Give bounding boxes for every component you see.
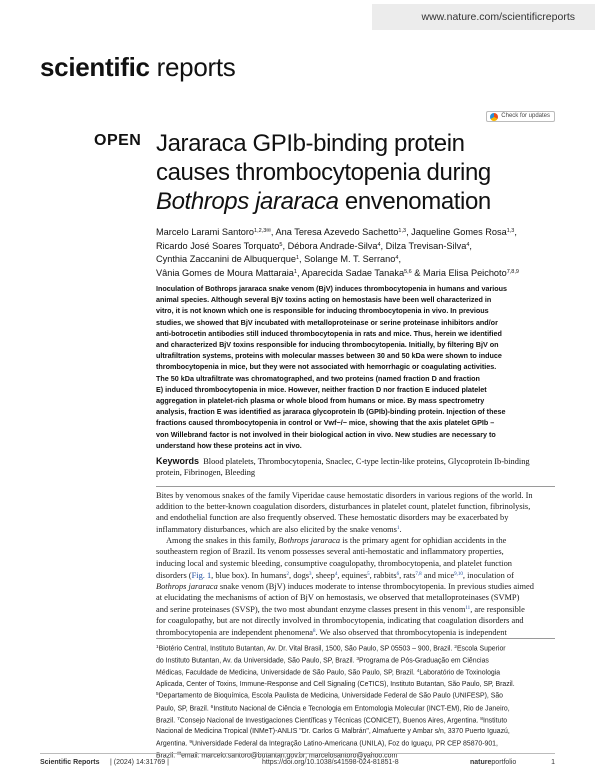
body-line [156, 501, 556, 512]
author-line [156, 266, 566, 280]
affiliation-text: Paulo, SP, Brazil. [156, 705, 211, 713]
abstract [156, 283, 556, 451]
body-text-run: inducing local and systemic bleeding, consumptive coagulopathy, thrombocytopenia, and platelet function [156, 558, 512, 568]
body-text-run: and mice [421, 570, 455, 580]
author-name: Ricardo José Soares Torquato [156, 240, 280, 251]
citation-ref[interactable]: 9,10 [454, 571, 463, 577]
affiliations-divider [156, 638, 555, 639]
abstract-line: analysis, fraction E was identified as jararaca glycoprotein Ib (GPIb)-binding protein. Injection of these [156, 407, 506, 417]
abstract-line: The 50 kDa ultrafiltrate was chromatographed, and two proteins (named fraction D and fraction [156, 373, 480, 383]
body-text-run: . We also observed that thrombocytopenia is independent [315, 628, 507, 638]
title-line [156, 158, 556, 187]
affiliation-line [156, 738, 556, 750]
open-access-label: OPEN [94, 132, 142, 149]
body-line [156, 592, 556, 603]
affiliation-text: Brazil. [156, 717, 178, 725]
title-text: envenomation [338, 188, 491, 215]
affiliation-marker: 3 [356, 657, 360, 663]
affiliation-text: Aplicada, Center of Toxins, Immune-Response and Cell Signaling (CeTICS), Instituto Butantan, São Paulo, SP, Brazil. [156, 680, 515, 688]
author-affiliation-marker: 1,3 [506, 228, 515, 234]
body-text-run: , rabbits [369, 570, 397, 580]
page-number: 1 [551, 759, 555, 766]
author-name: , [469, 240, 472, 251]
check-for-updates-button[interactable] [486, 111, 555, 122]
journal-url-link[interactable]: www.nature.com/scientificreports [421, 11, 575, 23]
affiliation-marker: 6 [210, 704, 214, 710]
body-line [156, 581, 556, 592]
body-line [156, 603, 556, 615]
affiliation-text: email: marcelo.santoro@butantan.gov.br; marcelosantoro@yahoo.com [181, 752, 398, 760]
affiliation-text: Nacional de Medicina Tropical (INMeT)-ANLIS "Dr. Carlos G Malbrán", Almafuerte y Ambar s/n, 3370 Puerto Iguazú, [156, 727, 510, 735]
keywords-text: protein, Fibrinogen, Bleeding [156, 468, 256, 478]
body-text-run: and endothelial function are also frequently observed. These hemostatic disorders may be exacerbated by [156, 513, 509, 523]
affiliation-marker: 2 [454, 645, 457, 650]
author-affiliation-marker: 7,8,9 [506, 268, 519, 275]
author-name: Cynthia Zaccanini de Albuquerque [156, 254, 296, 264]
affiliation-text: Instituto [482, 717, 508, 725]
keywords-line [156, 456, 556, 467]
body-text-run: , sheep [311, 570, 335, 580]
citation-ref[interactable]: 8 [312, 629, 316, 635]
author-affiliation-marker: 1 [293, 268, 297, 275]
affiliation-line [156, 727, 556, 738]
body-line [156, 615, 556, 626]
abstract-line: E) induced thrombocytopenia in mice. However, neither fraction D nor fraction E induced platelet [156, 384, 487, 394]
body-line [156, 535, 556, 546]
author-list [156, 225, 566, 279]
author-line [156, 225, 566, 239]
affiliation-text: Departamento de Bioquímica, Escola Paulista de Medicina, Universidade Federal de São Paulo (UNIFESP), São [158, 692, 503, 700]
body-text-run: disorders ( [156, 570, 192, 580]
affiliation-line [156, 690, 556, 702]
affiliation-line [156, 703, 556, 715]
affiliation-line [156, 643, 556, 655]
abstract-line: vitro, it is not known which one is responsible for inducing thrombocytopenia in vivo. In previous [156, 306, 489, 316]
citation-ref[interactable]: 5 [367, 571, 370, 577]
citation-ref[interactable]: 1 [396, 526, 400, 532]
top-bar [0, 0, 595, 38]
affiliation-marker: 5 [156, 692, 159, 698]
body-text-run: inflammatory disturbances, which are also elicited by the snake venoms [156, 525, 397, 535]
body-text-run: , dogs [289, 570, 310, 580]
title-species: Bothrops jararaca [156, 188, 339, 215]
keywords-divider [156, 486, 555, 487]
abstract-line: understand how these proteins act in vivo. [156, 440, 302, 450]
body-text-run: thrombocytopenia are independent phenomena [156, 628, 313, 638]
abstract-line: thrombocytopenia in mice, but they were not associated with hemorrhagic or coagulating activities. [156, 362, 497, 372]
affiliation-marker: 1 [156, 645, 159, 650]
portfolio-bold: nature [470, 759, 492, 766]
body-text-run: snake venom (BjV) induces moderate to intense thrombocytopenia. In previous studies aimed [217, 581, 534, 591]
body-text-run: Among the snakes in this family, [166, 536, 279, 546]
footer-divider [40, 753, 555, 754]
author-name: , Jaqueline Gomes Rosa [406, 227, 507, 237]
abstract-line: Inoculation of Bothrops jararaca snake venom (BjV) induces thrombocytopenia in humans and various [156, 284, 508, 293]
abstract-line: fractions caused thrombocytopenia in control or Vwf−/− mice, showing that the axis platelet GPIb – [156, 418, 495, 428]
affiliation-text: Brazil. [156, 752, 178, 760]
body-text-run: at elucidating the mechanisms of action of BjV on hemostasis, we observed that metalloproteinases (SVMP) [156, 592, 520, 602]
affiliation-text: Programa de Pós-Graduação em Ciências [359, 657, 489, 665]
title-text: causes thrombocytopenia during [156, 159, 491, 186]
body-text-run: . [399, 525, 402, 535]
journal-logo-bold: scientific [40, 52, 150, 82]
author-affiliation-marker: 4 [466, 241, 470, 248]
body-line [156, 558, 556, 569]
species-name: Bothrops jararaca [156, 581, 218, 591]
title-text: Jararaca GPIb-binding protein [156, 130, 465, 157]
author-name: , [398, 254, 401, 264]
body-text-run: , are responsible [470, 604, 525, 614]
body-text-run: Bites by venomous snakes of the family Viperidae cause hemostatic disorders in various regions of the world. In [156, 491, 533, 500]
affiliation-text: Biotério Central, Instituto Butantan, Av. Dr. Vital Brasil, 1500, São Paulo, SP 05503 – 900, Brazil. [158, 645, 455, 653]
body-line [156, 569, 556, 581]
abstract-line: and characterized BjV toxins responsible for inducing thrombocytopenia. Initially, by filtering BjV on [156, 340, 499, 350]
check-for-updates-label: Check for updates [501, 113, 550, 119]
footer-journal-name: Scientific Reports [40, 759, 100, 766]
abstract-line: ultrafiltration systems, proteins with molecular masses between 30 and 50 kDa were shown to induce [156, 351, 502, 361]
abstract-line: anti-botrocetin antibodies still induced thrombocytopenia in rats and mice. Thus, herein we identified [156, 328, 502, 338]
author-affiliation-marker: 5 [279, 241, 283, 248]
portfolio-light: portfolio [491, 759, 517, 766]
citation-ref[interactable]: 7,8 [415, 571, 422, 577]
abstract-line: studies, we showed that BjV incubated with metalloproteinase or serine proteinase inhibitors and/or [156, 317, 498, 327]
citation-ref[interactable]: 2 [286, 571, 290, 577]
abstract-line: von Willebrand factor is not involved in their biological action in vivo. New studies are necessary to [156, 429, 496, 439]
author-line [156, 239, 566, 253]
author-line [156, 252, 566, 266]
body-text-run: for coagulopathy, but are not directly involved in thrombocytopenia, indicating that coagulation disorders and [156, 616, 524, 626]
footer-volume: | (2024) 14:31769 | [110, 759, 169, 766]
body-text-run: and serine proteinases (SVSP), the two most abundant enzyme classes present in this venom [156, 604, 466, 614]
affiliation-text: Laboratório de Toxinologia [419, 669, 501, 677]
page-footer [40, 759, 555, 773]
body-text [156, 490, 556, 638]
body-text-run: southeastern region of Brazil. Its venom possesses several anti-hemostatic and inflammatory properties, [156, 547, 504, 557]
affiliation-text: do Instituto Butantan, Av. da Universidade, São Paulo, SP, Brazil. [156, 657, 357, 665]
affiliation-text: Universidade Federal da Integração Latino-Americana (UNILA), Foz do Iguaçu, PR CEP 85870-901, [192, 740, 498, 748]
affiliation-text: Médicas, Faculdade de Medicina, Universidade de São Paulo, São Paulo, SP, Brazil. [156, 669, 417, 677]
article-title [156, 129, 556, 216]
affiliation-text: Instituto Nacional de Ciência e Tecnologia em Entomologia Molecular (INCT-EM), Rio de Janeiro, [213, 705, 510, 713]
body-text-run: addition to the better-known coagulation disorders, disturbances in platelet count, platelet function, fibrinolysis, [156, 502, 531, 512]
author-name: , Ana Teresa Azevedo Sachetto [270, 227, 399, 237]
body-text-run: , equines [337, 570, 368, 580]
affiliation-text: Consejo Nacional de Investigaciones Científicas y Técnicas (CONICET), Buenos Aires, Argentina. [179, 717, 481, 725]
body-text-run: , rats [399, 570, 416, 580]
affiliation-marker: 7 [177, 716, 180, 722]
affiliation-text: Argentina. [156, 740, 190, 748]
nature-portfolio-logo [470, 759, 516, 766]
affiliation-marker: ✉ [177, 751, 182, 757]
body-line [156, 490, 556, 501]
footer-doi-link[interactable]: https://doi.org/10.1038/s41598-024-81851-8 [262, 759, 399, 766]
author-affiliation-marker: 4 [395, 255, 399, 261]
body-text-run: , blue box). In humans [211, 570, 287, 580]
title-line [156, 129, 556, 158]
affiliation-marker: 4 [416, 669, 420, 675]
keywords-text: Blood platelets, Thrombocytopenia, Snaclec, C-type lectin-like proteins, Glycoprotein Ib-binding [203, 457, 530, 466]
citation-ref[interactable]: 11 [465, 605, 471, 611]
abstract-line: aggregation in platelet-rich plasma or whole blood from humans or mice. By mass spectrometry [156, 396, 485, 406]
body-line [156, 546, 556, 557]
journal-logo[interactable] [40, 52, 235, 83]
author-name: & Maria Elisa Peichoto [411, 267, 507, 278]
author-name: Vânia Gomes de Moura Mattaraia [156, 267, 294, 278]
affiliation-text: Escola Superior [456, 645, 506, 653]
citation-ref[interactable]: 4 [334, 571, 338, 577]
affiliation-marker: 9 [189, 739, 192, 745]
figure-ref-link[interactable]: Fig. 1 [191, 570, 212, 580]
affiliation-line [156, 667, 556, 679]
abstract-line: animal species. Although several BjV toxins acting on hemostasis have been well characterized in [156, 295, 492, 305]
author-affiliation-marker: 1,3 [398, 228, 407, 234]
author-affiliation-marker: 4 [377, 241, 381, 248]
keywords-line [156, 467, 556, 478]
journal-logo-light: reports [149, 52, 236, 82]
affiliation-line [156, 715, 556, 727]
keywords-section [156, 456, 556, 478]
author-name: , Aparecida Sadae Tanaka [296, 267, 405, 278]
author-name: , Débora Andrade-Silva [282, 240, 378, 251]
body-line [156, 626, 556, 638]
body-text-run: is the primary agent for ophidian accidents in the [340, 536, 507, 546]
author-name: , [514, 227, 517, 237]
affiliations [156, 643, 556, 762]
body-line [156, 512, 556, 523]
affiliation-line [156, 655, 556, 667]
citation-ref[interactable]: 6 [396, 571, 400, 577]
author-name: , Dilza Trevisan-Silva [380, 240, 467, 251]
author-affiliation-marker: 1 [295, 255, 300, 261]
species-name: Bothrops jararaca [278, 536, 341, 546]
author-affiliation-marker: 5,6 [404, 268, 412, 275]
affiliation-marker: 8 [480, 716, 483, 722]
author-name: , Solange M. T. Serrano [299, 254, 396, 264]
body-line [156, 523, 556, 535]
keywords-label: Keywords [156, 456, 200, 466]
author-affiliation-marker: 1,2,3✉ [254, 228, 271, 234]
affiliation-line [156, 680, 556, 691]
body-text-run: , inoculation of [462, 570, 514, 580]
citation-ref[interactable]: 3 [309, 571, 312, 577]
author-name: Marcelo Larami Santoro [156, 227, 255, 237]
title-line [156, 187, 556, 216]
crossmark-icon [490, 113, 498, 121]
